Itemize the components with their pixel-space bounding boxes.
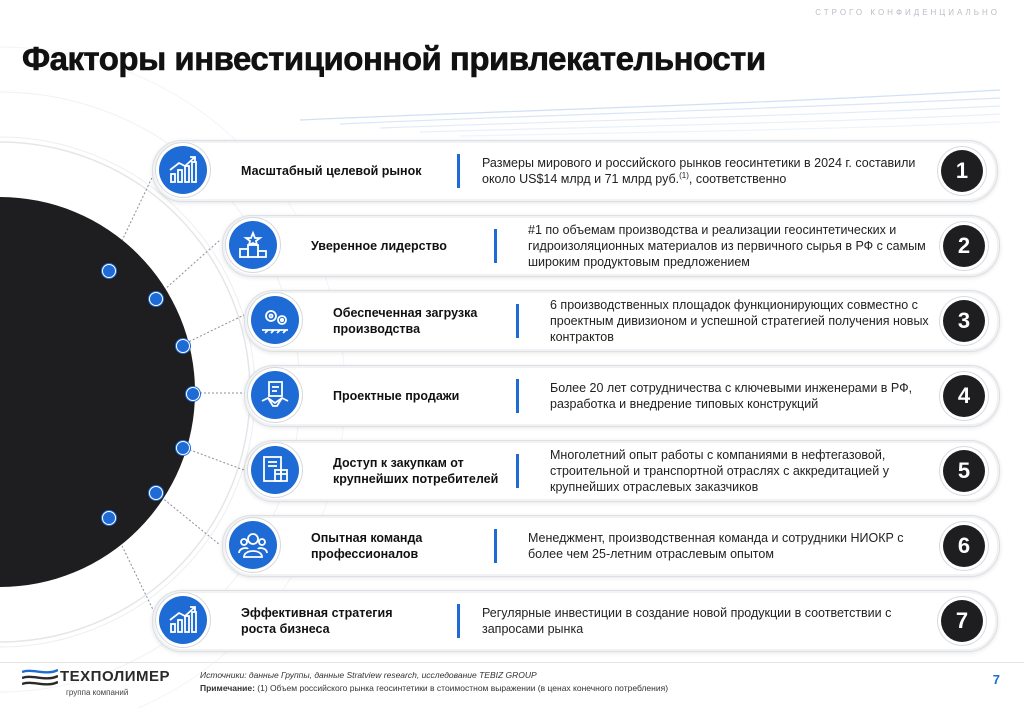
factor-row-7 bbox=[152, 590, 998, 652]
factor-number: 3 bbox=[943, 300, 985, 342]
chart-growth-icon bbox=[159, 146, 207, 194]
connector-dot bbox=[149, 486, 163, 500]
footer-divider bbox=[0, 662, 1024, 663]
factor-row-5 bbox=[244, 440, 1000, 502]
factor-label: Проектные продажи bbox=[333, 389, 460, 403]
chart-growth-icon bbox=[159, 596, 207, 644]
factor-label: Эффективная стратегия роста бизнеса bbox=[241, 606, 393, 636]
factor-row-3 bbox=[244, 290, 1000, 352]
factor-number: 1 bbox=[941, 150, 983, 192]
separator bbox=[494, 529, 497, 563]
factor-row-6 bbox=[222, 515, 1000, 577]
factor-number: 7 bbox=[941, 600, 983, 642]
separator bbox=[516, 454, 519, 488]
separator bbox=[516, 379, 519, 413]
factor-number: 5 bbox=[943, 450, 985, 492]
factor-description: #1 по объемам производства и реализации геосинтетических и гидроизоляционных материалов из первичного сырья в РФ с самым широким продуктовым предложением bbox=[528, 223, 926, 269]
separator bbox=[457, 154, 460, 188]
factor-description: Многолетний опыт работы с компаниями в нефтегазовой, строительной и транспортной отраслях с аккредитацией у крупнейших отраслевых заказчиков bbox=[550, 448, 889, 494]
factor-label: Уверенное лидерство bbox=[311, 239, 447, 253]
factor-row-4 bbox=[244, 365, 1000, 427]
footer-sources: Источники: данные Группы, данные Stratview research, исследование TEBIZ GROUP bbox=[200, 670, 537, 680]
company-logo-icon bbox=[22, 668, 58, 690]
factor-description: Размеры мирового и российского рынков геосинтетики в 2024 г. составили около US$14 млрд и 71 млрд руб.$^{(1)}$, соответственно bbox=[482, 156, 916, 186]
company-logo-text: ТЕХПОЛИМЕР bbox=[60, 668, 171, 685]
handshake-contract-icon bbox=[251, 371, 299, 419]
company-logo-subtitle: группа компаний bbox=[66, 688, 129, 697]
separator bbox=[516, 304, 519, 338]
connector-dot bbox=[149, 292, 163, 306]
team-people-icon bbox=[229, 521, 277, 569]
factor-number: 4 bbox=[943, 375, 985, 417]
factor-number: 2 bbox=[943, 225, 985, 267]
connector-dot bbox=[102, 264, 116, 278]
page-title: Факторы инвестиционной привлекательности bbox=[22, 40, 766, 77]
factor-label: Опытная команда профессионалов bbox=[311, 531, 423, 561]
connector-dot bbox=[102, 511, 116, 525]
factor-label: Обеспеченная загрузка производства bbox=[333, 306, 478, 336]
factor-description: Более 20 лет сотрудничества с ключевыми инженерами в РФ, разработка и внедрение типовых конструкций bbox=[550, 381, 913, 411]
procurement-box-icon bbox=[251, 446, 299, 494]
separator bbox=[494, 229, 497, 263]
factor-description: Менеджмент, производственная команда и сотрудники НИОКР с более чем 25-летним отраслевым опытом bbox=[528, 531, 904, 561]
header-waves bbox=[0, 80, 1024, 140]
factor-label: Масштабный целевой рынок bbox=[241, 164, 422, 178]
factor-number: 6 bbox=[943, 525, 985, 567]
connector-dot bbox=[186, 387, 200, 401]
separator bbox=[457, 604, 460, 638]
connector-dot bbox=[176, 339, 190, 353]
factor-row-1 bbox=[152, 140, 998, 202]
factor-description: 6 производственных площадок функционирующих совместно с проектным дивизионом и успешной стратегией получения новых контрактов bbox=[550, 298, 929, 344]
factor-description: Регулярные инвестиции в создание новой продукции в соответствии с запросами рынка bbox=[482, 606, 892, 636]
footer-note: Примечание: (1) Объем российского рынка геосинтетики в стоимостном выражении (в ценах конечного потребления) bbox=[200, 683, 669, 693]
factor-label: Доступ к закупкам от крупнейших потребителей bbox=[333, 456, 499, 486]
podium-award-icon bbox=[229, 221, 277, 269]
factor-row-2 bbox=[222, 215, 1000, 277]
connector-dot bbox=[176, 441, 190, 455]
confidential-label: СТРОГО КОНФИДЕНЦИАЛЬНО bbox=[815, 8, 1000, 17]
page-number: 7 bbox=[992, 672, 1000, 687]
gears-conveyor-icon bbox=[251, 296, 299, 344]
